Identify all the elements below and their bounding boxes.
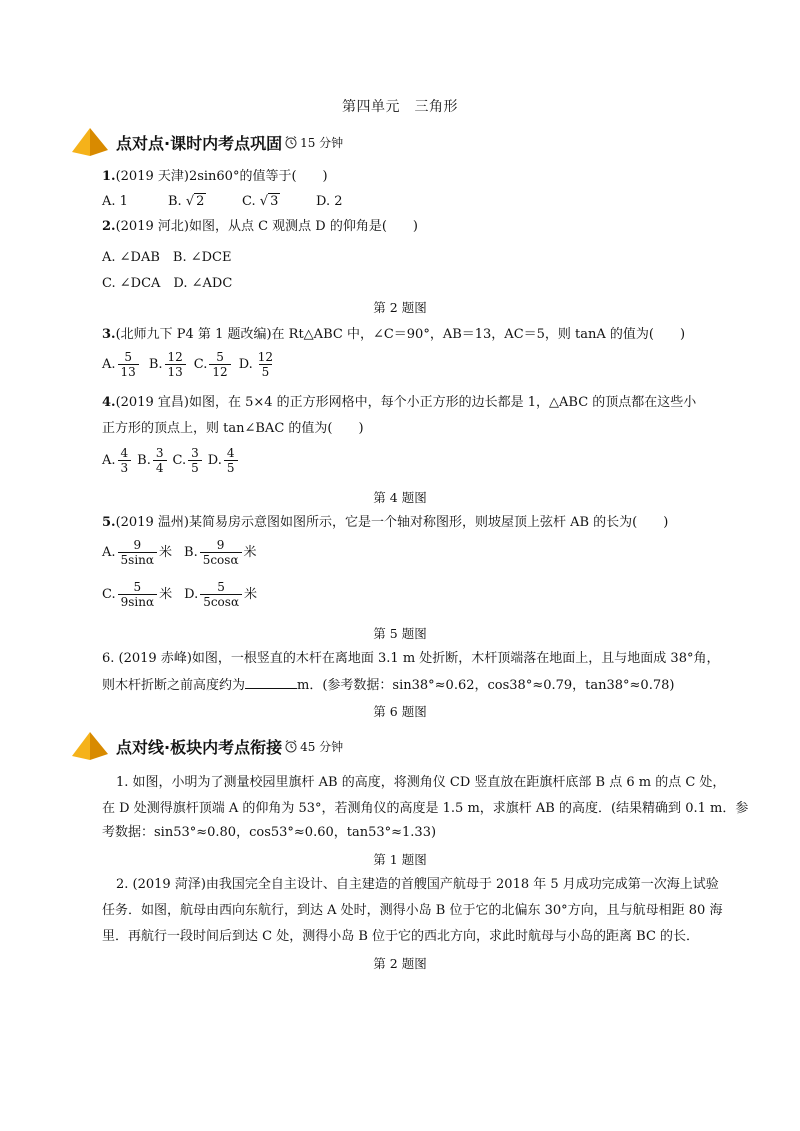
p1-line3: 考数据：sin53°≈0.80，cos53°≈0.60，tan53°≈1.33) [102,825,437,840]
q2-options-ab: A. ∠DAB B. ∠DCE [102,250,232,265]
q6-stem-line1: 6. (2019 赤峰)如图，一根竖直的木杆在离地面 3.1 m 处折断，木杆顶端落在地面上，且与地面成 38°角， [102,651,720,666]
q4-options [102,446,240,475]
p2-line1: 2. (2019 菏泽)由我国完全自主设计、自主建造的首艘国产航母于 2018 年 5 月成功完成第一次海上试验 [116,877,719,892]
q4-stem-line1: 4.(2019 宜昌)如图，在 5×4 的正方形网格中，每个小正方形的边长都是 1，△ABC 的顶点都在这些小 [102,395,697,410]
pyramid-icon [70,126,110,158]
q1-option-d: D. 2 [316,194,343,209]
section2-header [70,730,343,762]
page-title: 第四单元 三角形 [342,99,458,115]
q3-stem: 3.(北师九下 P4 第 1 题改编)在 Rt△ABC 中，∠C＝90°，AB＝13，AC＝5，则 tanA 的值为( ) [102,327,686,342]
section1-title: 点对点·课时内考点巩固 [116,133,283,153]
q4-option-a: A. $\frac{4}{3}$ [102,446,133,475]
q2-options-cd: C. ∠DCA D. ∠ADC [102,276,233,291]
section1-header [70,126,343,158]
q5-option-a: A. $\frac{9}{5\sin\alpha}$ 米 [102,538,173,567]
p2-caption: 第 2 题图 [373,956,427,971]
q6-answer-blank[interactable] [245,676,297,689]
q5-stem: 5.(2019 温州)某简易房示意图如图所示，它是一个轴对称图形，则坡屋顶上弦杆 AB 的长为( ) [102,515,669,530]
q4-caption: 第 4 题图 [373,490,427,505]
q3-option-d: D. $\frac{12}{5}$ [238,350,274,379]
q3-option-a: A. $\frac{5}{13}$ [102,350,141,379]
section1-time: 15 分钟 [300,135,344,150]
q4-option-c: C. $\frac{3}{5}$ [173,446,204,475]
q5-option-d: D. $\frac{5}{5\cos\alpha}$ 米 [184,580,258,609]
section2-title: 点对线·板块内考点衔接 [116,737,283,757]
p2-line2: 任务．如图，航母由西向东航行，到达 A 处时，测得小岛 B 位于它的北偏东 30°方向，且与航母相距 80 海 [102,903,723,918]
q3-option-c: C. $\frac{5}{12}$ [194,350,233,379]
p1-line1: 1. 如图，小明为了测量校园里旗杆 AB 的高度，将测角仪 CD 竖直放在距旗杆底部 B 点 6 m 的点 C 处， [116,775,726,790]
q6-stem-line2: 则木杆折断之前高度约为 m．(参考数据：sin38°≈0.62，cos38°≈0.79，tan38°≈0.78) [102,678,675,693]
alarm-clock-icon [284,739,298,753]
q5-options-ab [102,538,257,567]
q5-option-c: C. $\frac{5}{9\sin\alpha}$ 米 [102,580,173,609]
p1-caption: 第 1 题图 [373,852,427,867]
q5-caption: 第 5 题图 [373,626,427,641]
q4-option-b: B. $\frac{3}{4}$ [137,446,168,475]
q2-stem: 2.(2019 河北)如图，从点 C 观测点 D 的仰角是( ) [102,219,418,234]
q3-option-b: B. $\frac{12}{13}$ [149,350,188,379]
q4-option-d: D. $\frac{4}{5}$ [208,446,240,475]
q1-option-c: C. √ 3 [242,194,279,209]
p1-line2: 在 D 处测得旗杆顶端 A 的仰角为 53°，若测角仪的高度是 1.5 m，求旗杆 AB 的高度．(结果精确到 0.1 m．参 [102,801,749,816]
q1-option-a: A. 1 [102,194,128,209]
q1-stem: 1.(2019 天津)2sin60°的值等于( ) [102,169,328,184]
q1-option-b: B. √ 2 [168,194,205,209]
q4-stem-line2: 正方形的顶点上，则 tan∠BAC 的值为( ) [102,421,364,436]
q6-caption: 第 6 题图 [373,704,427,719]
alarm-clock-icon [284,135,298,149]
q5-option-b: B. $\frac{9}{5\cos\alpha}$ 米 [184,538,257,567]
section2-time: 45 分钟 [300,739,344,754]
q2-caption: 第 2 题图 [373,300,427,315]
q5-options-cd [102,580,257,609]
q3-options [102,350,278,379]
pyramid-icon [70,730,110,762]
p2-line3: 里．再航行一段时间后到达 C 处，测得小岛 B 位于它的西北方向，求此时航母与小岛的距离 BC 的长． [102,929,700,944]
